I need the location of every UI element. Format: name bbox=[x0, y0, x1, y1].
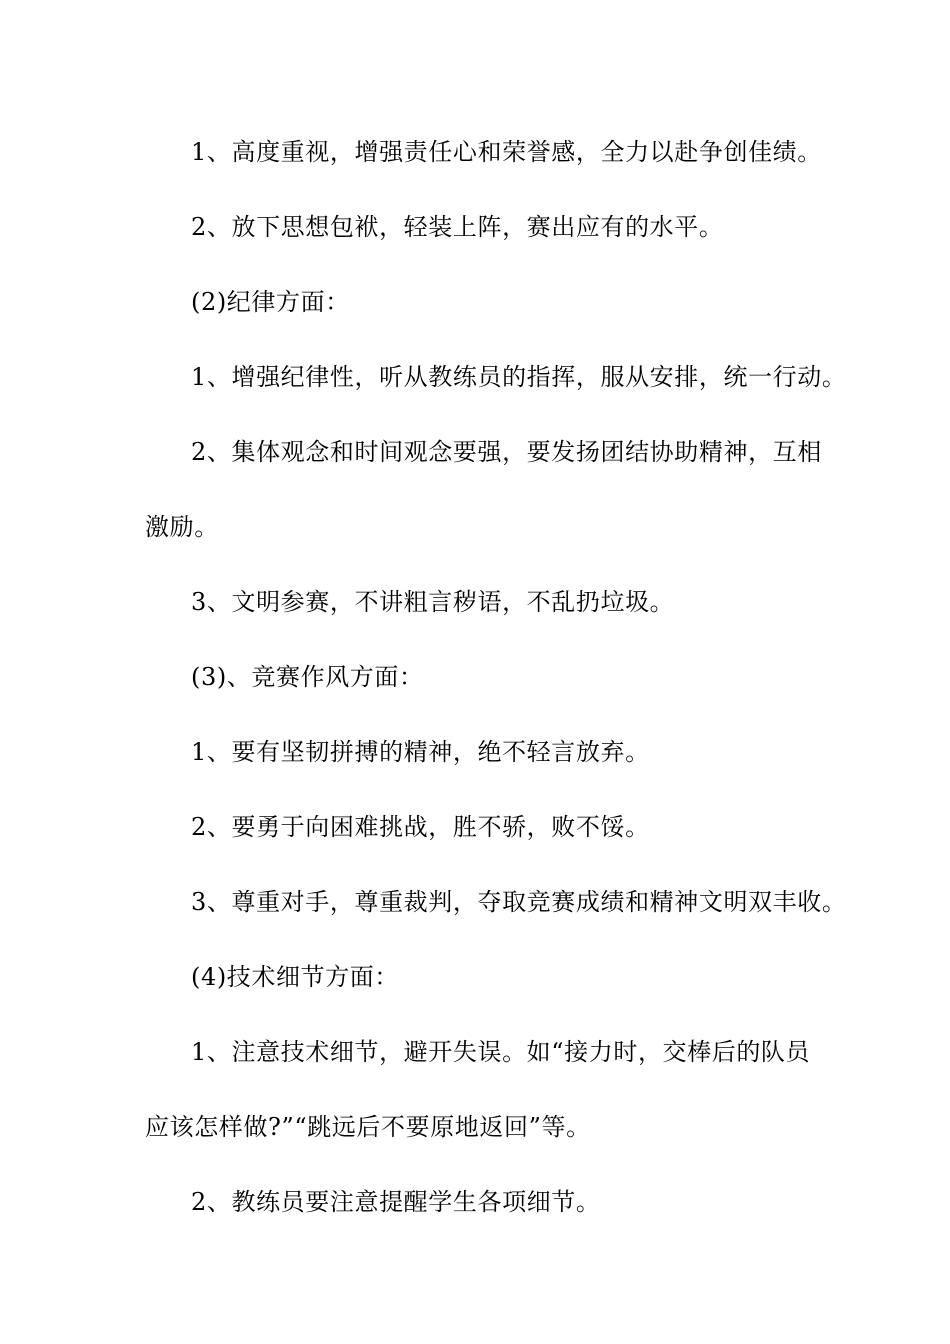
section-heading-discipline: (2)纪律方面： bbox=[191, 288, 350, 316]
paragraph-line-4: 2、集体观念和时间观念要强，要发扬团结协助精神，互相 bbox=[191, 438, 822, 466]
paragraph-line-7: 2、要勇于向困难挑战，胜不骄，败不馁。 bbox=[191, 813, 650, 841]
paragraph-line-4-continued: 激励。 bbox=[145, 513, 219, 541]
paragraph-line-9-continued: 应该怎样做?”“跳远后不要原地返回”等。 bbox=[145, 1113, 591, 1141]
paragraph-line-6: 1、要有坚韧拼搏的精神，绝不轻言放弃。 bbox=[191, 738, 650, 766]
paragraph-line-2: 2、放下思想包袱，轻装上阵，赛出应有的水平。 bbox=[191, 213, 724, 241]
paragraph-line-3: 1、增强纪律性，听从教练员的指挥，服从安排，统一行动。 bbox=[191, 363, 847, 391]
section-heading-technical-details: (4)技术细节方面： bbox=[191, 963, 399, 991]
paragraph-line-8: 3、尊重对手，尊重裁判，夺取竞赛成绩和精神文明双丰收。 bbox=[191, 888, 847, 916]
paragraph-line-10: 2、教练员要注意提醒学生各项细节。 bbox=[191, 1188, 601, 1216]
section-heading-competition-style: (3)、竞赛作风方面： bbox=[191, 663, 424, 691]
paragraph-line-1: 1、高度重视，增强责任心和荣誉感，全力以赴争创佳绩。 bbox=[191, 138, 822, 166]
paragraph-line-9: 1、注意技术细节，避开失误。如“接力时，交棒后的队员 bbox=[191, 1038, 811, 1066]
paragraph-line-5: 3、文明参赛，不讲粗言秽语，不乱扔垃圾。 bbox=[191, 588, 675, 616]
